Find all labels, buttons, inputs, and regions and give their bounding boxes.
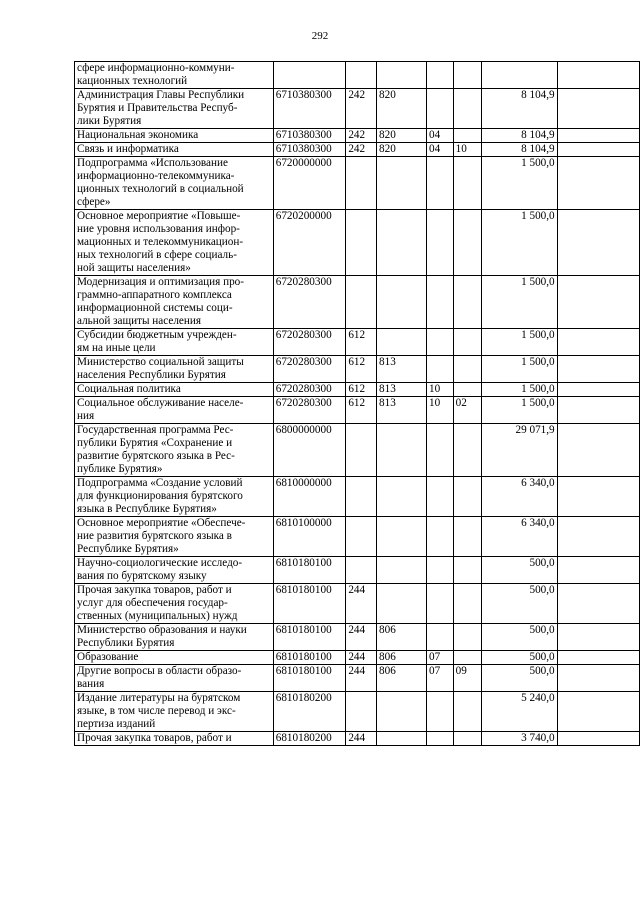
item-name-cell: Министерство образования и науки Республики Бурятия: [75, 624, 274, 651]
section-code-cell: [427, 624, 454, 651]
subsection-code-cell: [453, 477, 482, 517]
section-code-cell: [427, 557, 454, 584]
empty-extra-cell: [557, 276, 639, 329]
amount-cell: 1 500,0: [482, 383, 557, 397]
target-article-code-cell: 6800000000: [273, 424, 346, 477]
expense-type-code-cell: [346, 517, 377, 557]
subsection-code-cell: [453, 557, 482, 584]
target-article-code-cell: 6720200000: [273, 210, 346, 276]
item-name-cell: Социальная политика: [75, 383, 274, 397]
amount-cell: 6 340,0: [482, 517, 557, 557]
table-row: [75, 62, 640, 89]
item-name-cell: Субсидии бюджетным учрежден- ям на иные цели: [75, 329, 274, 356]
amount-cell: [482, 62, 557, 89]
item-name-cell: Министерство социальной защиты населения Республики Бурятия: [75, 356, 274, 383]
expense-type-code-cell: 242: [346, 143, 377, 157]
section-code-cell: [427, 692, 454, 732]
target-article-code-cell: 6720280300: [273, 356, 346, 383]
administrator-code-cell: [377, 210, 427, 276]
amount-cell: 1 500,0: [482, 397, 557, 424]
administrator-code-cell: [377, 517, 427, 557]
table-row: [75, 329, 640, 356]
section-code-cell: [427, 210, 454, 276]
table-row: [75, 692, 640, 732]
expense-type-code-cell: 244: [346, 732, 377, 746]
subsection-code-cell: [453, 129, 482, 143]
expense-type-code-cell: [346, 62, 377, 89]
administrator-code-cell: [377, 276, 427, 329]
empty-extra-cell: [557, 356, 639, 383]
empty-extra-cell: [557, 62, 639, 89]
section-code-cell: 10: [427, 397, 454, 424]
section-code-cell: 04: [427, 143, 454, 157]
target-article-code-cell: 6720280300: [273, 397, 346, 424]
subsection-code-cell: 02: [453, 397, 482, 424]
target-article-code-cell: 6710380300: [273, 129, 346, 143]
section-code-cell: [427, 356, 454, 383]
empty-extra-cell: [557, 557, 639, 584]
subsection-code-cell: 10: [453, 143, 482, 157]
budget-table: [74, 61, 640, 746]
section-code-cell: 04: [427, 129, 454, 143]
table-row: [75, 517, 640, 557]
empty-extra-cell: [557, 129, 639, 143]
empty-extra-cell: [557, 383, 639, 397]
expense-type-code-cell: [346, 210, 377, 276]
target-article-code-cell: 6810100000: [273, 517, 346, 557]
empty-extra-cell: [557, 329, 639, 356]
subsection-code-cell: [453, 732, 482, 746]
table-row: [75, 276, 640, 329]
item-name-cell: Образование: [75, 651, 274, 665]
item-name-cell: Научно-социологические исследо- вания по бурятскому языку: [75, 557, 274, 584]
administrator-code-cell: [377, 692, 427, 732]
table-row: [75, 89, 640, 129]
section-code-cell: 10: [427, 383, 454, 397]
amount-cell: 1 500,0: [482, 329, 557, 356]
table-row: [75, 143, 640, 157]
expense-type-code-cell: 244: [346, 584, 377, 624]
item-name-cell: Администрация Главы Республики Бурятия и Правительства Респуб- лики Бурятия: [75, 89, 274, 129]
item-name-cell: сфере информационно-коммуни- кационных технологий: [75, 62, 274, 89]
amount-cell: 1 500,0: [482, 276, 557, 329]
section-code-cell: [427, 157, 454, 210]
budget-table-body: [75, 62, 640, 746]
item-name-cell: Издание литературы на бурятском языке, в том числе перевод и экс- пертиза изданий: [75, 692, 274, 732]
section-code-cell: [427, 732, 454, 746]
administrator-code-cell: [377, 584, 427, 624]
item-name-cell: Прочая закупка товаров, работ и: [75, 732, 274, 746]
administrator-code-cell: 806: [377, 624, 427, 651]
empty-extra-cell: [557, 143, 639, 157]
empty-extra-cell: [557, 477, 639, 517]
section-code-cell: [427, 517, 454, 557]
administrator-code-cell: [377, 732, 427, 746]
amount-cell: 500,0: [482, 584, 557, 624]
table-row: [75, 356, 640, 383]
amount-cell: 5 240,0: [482, 692, 557, 732]
target-article-code-cell: [273, 62, 346, 89]
administrator-code-cell: 813: [377, 356, 427, 383]
amount-cell: 8 104,9: [482, 143, 557, 157]
subsection-code-cell: [453, 692, 482, 732]
section-code-cell: [427, 477, 454, 517]
expense-type-code-cell: 244: [346, 665, 377, 692]
target-article-code-cell: 6810180100: [273, 557, 346, 584]
amount-cell: 3 740,0: [482, 732, 557, 746]
amount-cell: 500,0: [482, 651, 557, 665]
table-row: [75, 397, 640, 424]
item-name-cell: Национальная экономика: [75, 129, 274, 143]
target-article-code-cell: 6720000000: [273, 157, 346, 210]
subsection-code-cell: [453, 329, 482, 356]
section-code-cell: [427, 329, 454, 356]
target-article-code-cell: 6810180200: [273, 692, 346, 732]
section-code-cell: 07: [427, 651, 454, 665]
target-article-code-cell: 6710380300: [273, 143, 346, 157]
target-article-code-cell: 6810180100: [273, 624, 346, 651]
expense-type-code-cell: [346, 557, 377, 584]
empty-extra-cell: [557, 89, 639, 129]
subsection-code-cell: [453, 651, 482, 665]
target-article-code-cell: 6720280300: [273, 383, 346, 397]
item-name-cell: Связь и информатика: [75, 143, 274, 157]
empty-extra-cell: [557, 424, 639, 477]
section-code-cell: [427, 584, 454, 624]
expense-type-code-cell: 612: [346, 383, 377, 397]
empty-extra-cell: [557, 157, 639, 210]
empty-extra-cell: [557, 624, 639, 651]
administrator-code-cell: 813: [377, 383, 427, 397]
item-name-cell: Основное мероприятие «Повыше- ние уровня использования инфор- мационных и телекоммуникацион- ных технологий в сфере социаль- ной защиты населения»: [75, 210, 274, 276]
target-article-code-cell: 6720280300: [273, 276, 346, 329]
table-row: [75, 651, 640, 665]
table-row: [75, 477, 640, 517]
table-row: [75, 584, 640, 624]
item-name-cell: Социальное обслуживание населе- ния: [75, 397, 274, 424]
administrator-code-cell: 820: [377, 129, 427, 143]
administrator-code-cell: 820: [377, 89, 427, 129]
expense-type-code-cell: [346, 157, 377, 210]
expense-type-code-cell: 612: [346, 397, 377, 424]
empty-extra-cell: [557, 732, 639, 746]
subsection-code-cell: 09: [453, 665, 482, 692]
administrator-code-cell: 813: [377, 397, 427, 424]
subsection-code-cell: [453, 624, 482, 651]
amount-cell: 500,0: [482, 665, 557, 692]
administrator-code-cell: [377, 62, 427, 89]
empty-extra-cell: [557, 665, 639, 692]
table-row: [75, 424, 640, 477]
expense-type-code-cell: [346, 477, 377, 517]
subsection-code-cell: [453, 424, 482, 477]
administrator-code-cell: [377, 329, 427, 356]
target-article-code-cell: 6810180100: [273, 651, 346, 665]
item-name-cell: Основное мероприятие «Обеспече- ние развития бурятского языка в Республике Бурятия»: [75, 517, 274, 557]
section-code-cell: [427, 276, 454, 329]
expense-type-code-cell: 242: [346, 89, 377, 129]
subsection-code-cell: [453, 157, 482, 210]
item-name-cell: Другие вопросы в области образо- вания: [75, 665, 274, 692]
target-article-code-cell: 6810000000: [273, 477, 346, 517]
table-row: [75, 383, 640, 397]
empty-extra-cell: [557, 584, 639, 624]
table-row: [75, 210, 640, 276]
administrator-code-cell: [377, 157, 427, 210]
empty-extra-cell: [557, 210, 639, 276]
administrator-code-cell: 806: [377, 651, 427, 665]
amount-cell: 1 500,0: [482, 157, 557, 210]
item-name-cell: Подпрограмма «Использование информационно-телекоммуника- ционных технологий в социальной сфере»: [75, 157, 274, 210]
amount-cell: 1 500,0: [482, 356, 557, 383]
expense-type-code-cell: 612: [346, 329, 377, 356]
subsection-code-cell: [453, 517, 482, 557]
item-name-cell: Государственная программа Рес- публики Бурятия «Сохранение и развитие бурятского языка в Рес- публике Бурятия»: [75, 424, 274, 477]
table-row: [75, 557, 640, 584]
table-row: [75, 624, 640, 651]
table-row: [75, 129, 640, 143]
amount-cell: 8 104,9: [482, 89, 557, 129]
empty-extra-cell: [557, 651, 639, 665]
amount-cell: 500,0: [482, 624, 557, 651]
empty-extra-cell: [557, 692, 639, 732]
expense-type-code-cell: [346, 424, 377, 477]
subsection-code-cell: [453, 210, 482, 276]
amount-cell: 8 104,9: [482, 129, 557, 143]
section-code-cell: [427, 62, 454, 89]
amount-cell: 500,0: [482, 557, 557, 584]
amount-cell: 29 071,9: [482, 424, 557, 477]
target-article-code-cell: 6810180100: [273, 584, 346, 624]
table-row: [75, 157, 640, 210]
expense-type-code-cell: [346, 692, 377, 732]
subsection-code-cell: [453, 62, 482, 89]
expense-type-code-cell: 242: [346, 129, 377, 143]
section-code-cell: [427, 89, 454, 129]
empty-extra-cell: [557, 397, 639, 424]
expense-type-code-cell: [346, 276, 377, 329]
table-row: [75, 732, 640, 746]
table-row: [75, 665, 640, 692]
target-article-code-cell: 6810180200: [273, 732, 346, 746]
subsection-code-cell: [453, 383, 482, 397]
expense-type-code-cell: 244: [346, 624, 377, 651]
amount-cell: 1 500,0: [482, 210, 557, 276]
item-name-cell: Модернизация и оптимизация про- граммно-аппаратного комплекса информационной системы соци- альной защиты населения: [75, 276, 274, 329]
administrator-code-cell: [377, 477, 427, 517]
section-code-cell: [427, 424, 454, 477]
administrator-code-cell: 806: [377, 665, 427, 692]
item-name-cell: Прочая закупка товаров, работ и услуг для обеспечения государ- ственных (муниципальных) нужд: [75, 584, 274, 624]
target-article-code-cell: 6710380300: [273, 89, 346, 129]
administrator-code-cell: [377, 557, 427, 584]
expense-type-code-cell: 244: [346, 651, 377, 665]
item-name-cell: Подпрограмма «Создание условий для функционирования бурятского языка в Республике Бурятия»: [75, 477, 274, 517]
target-article-code-cell: 6720280300: [273, 329, 346, 356]
target-article-code-cell: 6810180100: [273, 665, 346, 692]
section-code-cell: 07: [427, 665, 454, 692]
subsection-code-cell: [453, 584, 482, 624]
amount-cell: 6 340,0: [482, 477, 557, 517]
subsection-code-cell: [453, 89, 482, 129]
expense-type-code-cell: 612: [346, 356, 377, 383]
subsection-code-cell: [453, 276, 482, 329]
administrator-code-cell: [377, 424, 427, 477]
empty-extra-cell: [557, 517, 639, 557]
administrator-code-cell: 820: [377, 143, 427, 157]
subsection-code-cell: [453, 356, 482, 383]
page-number: 292: [311, 30, 329, 42]
